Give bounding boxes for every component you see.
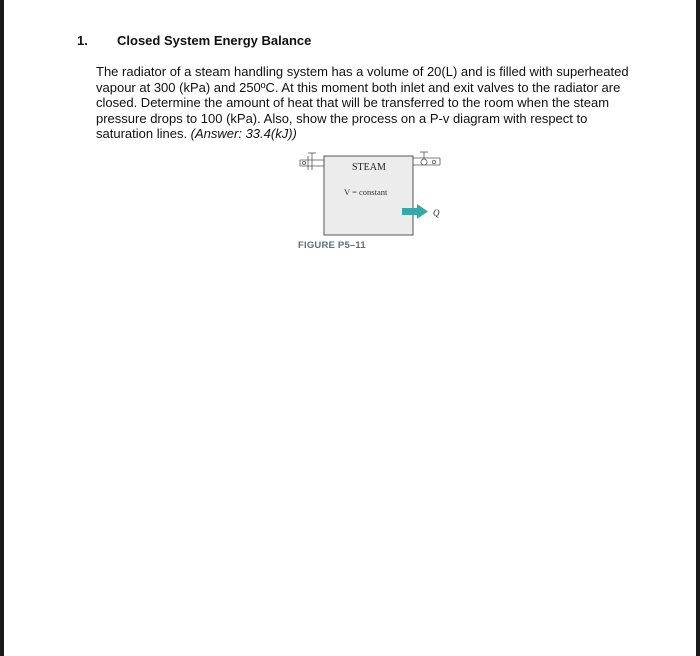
problem-answer: (Answer: 33.4(kJ)) [190, 126, 297, 142]
problem-number: 1. [77, 33, 88, 48]
inlet-valve [300, 153, 324, 170]
radiator-figure [296, 150, 446, 260]
figure-caption: FIGURE P5–11 [298, 240, 366, 251]
heat-label: Q [433, 208, 440, 218]
volume-label: V = constant [344, 187, 388, 197]
page-border-left [0, 0, 4, 656]
problem-body: The radiator of a steam handling system has a volume of 20(L) and is filled with superheated vapour at 300 (kPa) and 250ºC. At this moment both inlet and exit valves to the radiator are closed. Determine the amount of heat that will be transferred to the room when the steam pressure drops to 100 (kPa). Also, show the process on a P-v diagram with respect to saturation lines. [96, 64, 629, 142]
problem-title: Closed System Energy Balance [117, 33, 312, 48]
page-border-right [696, 0, 700, 656]
problem-statement [96, 64, 641, 142]
exit-valve [413, 152, 440, 165]
tank-label: STEAM [352, 162, 386, 173]
